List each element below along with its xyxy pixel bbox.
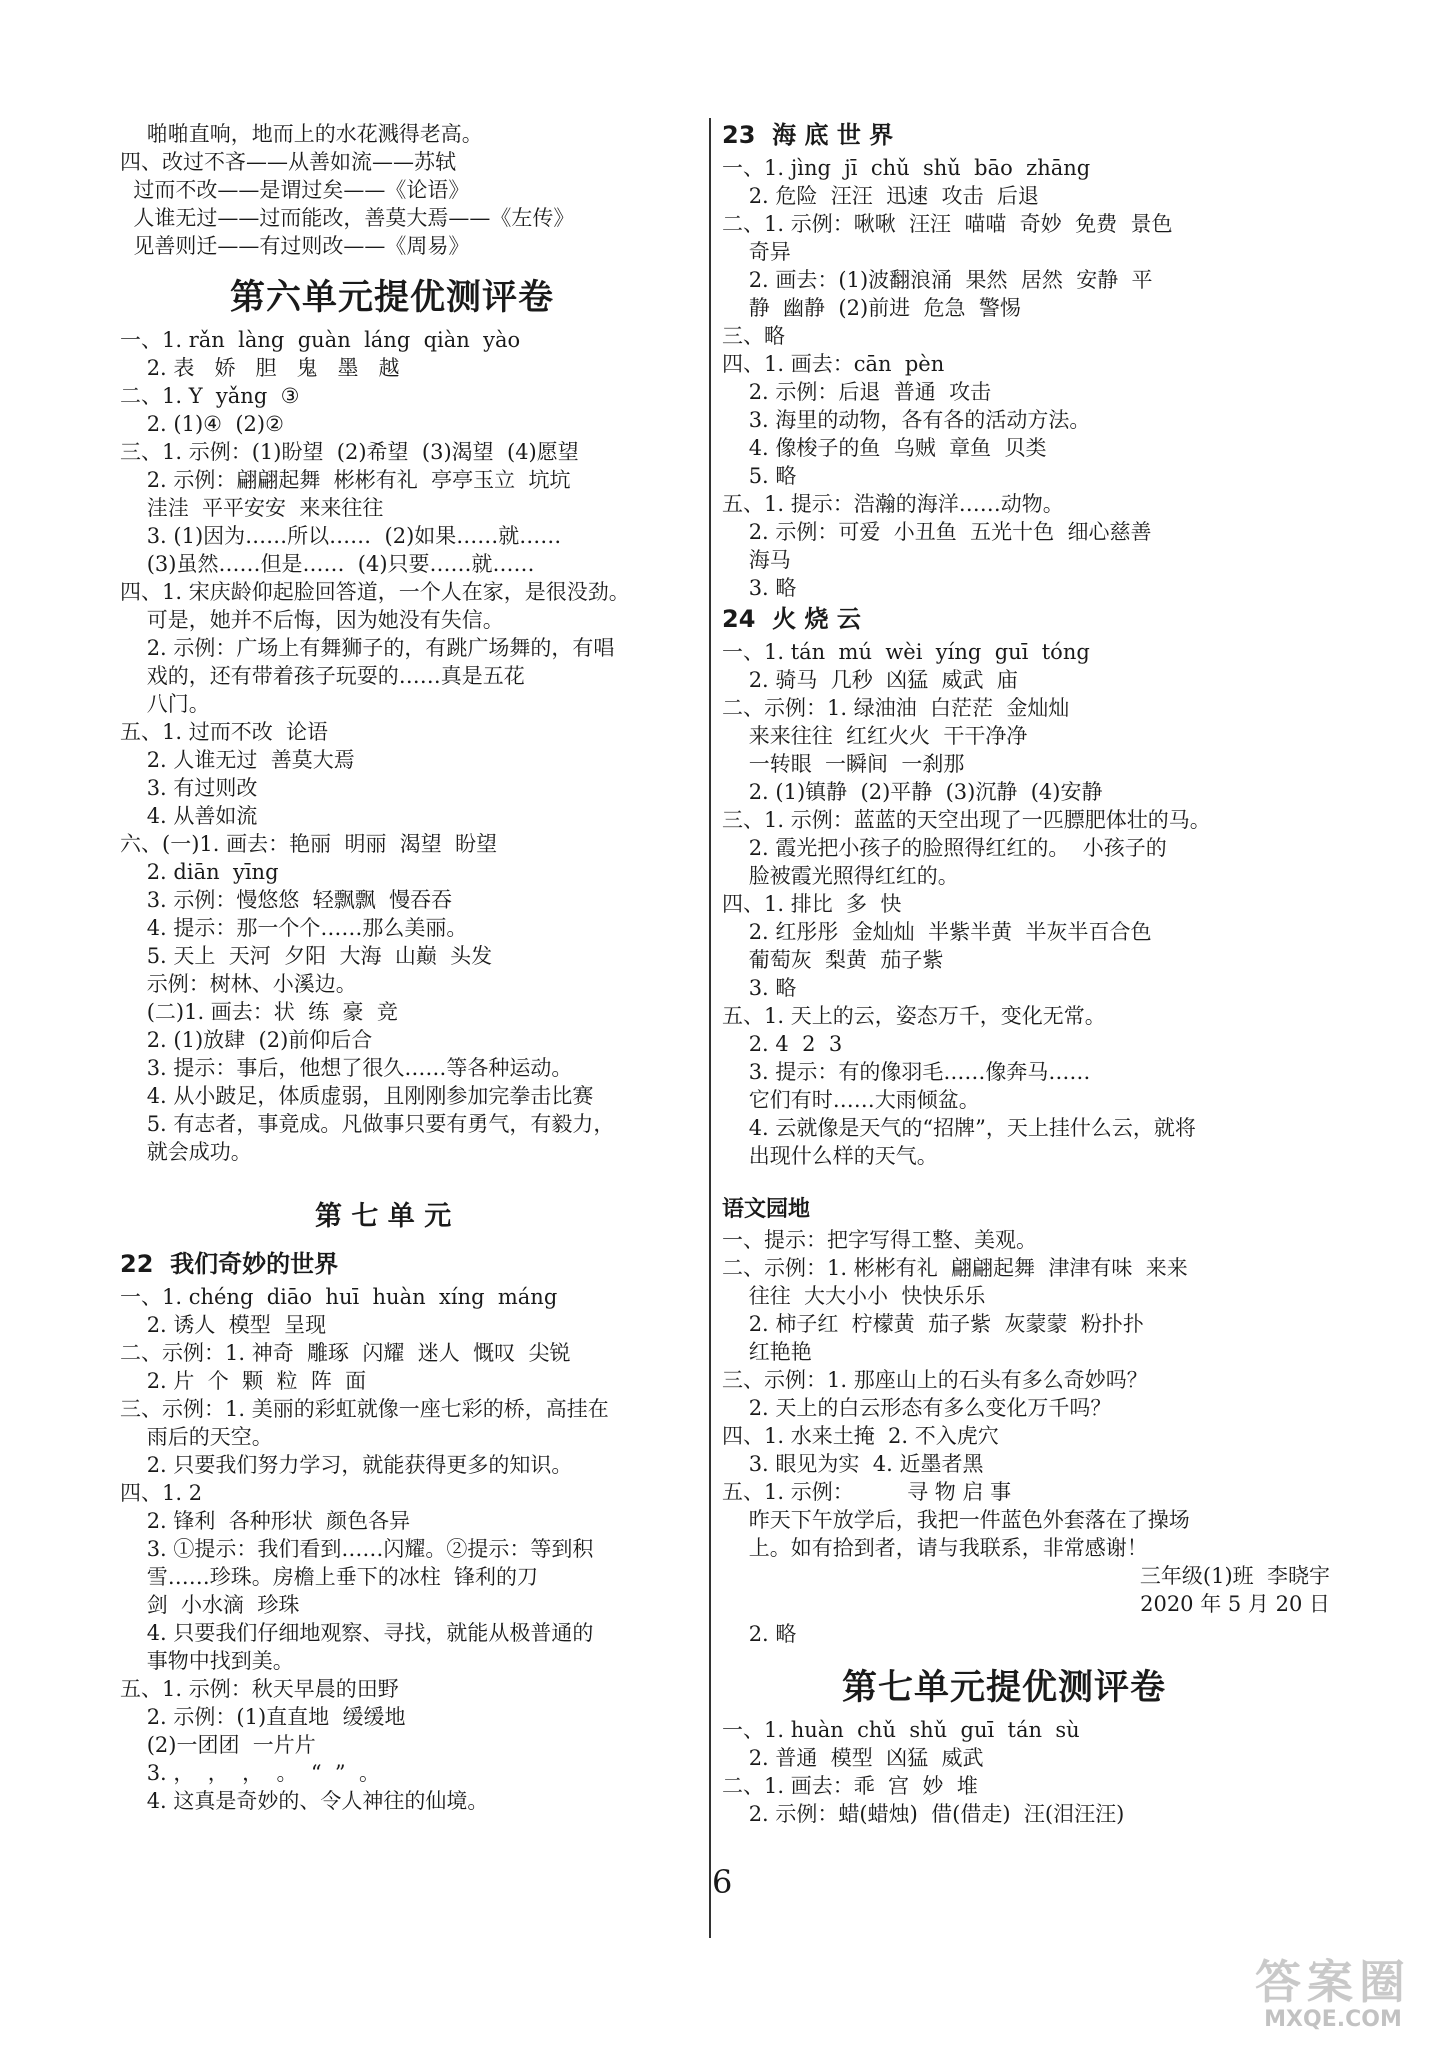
signature-class: 三年级(1)班 李晓宇 (1139, 1564, 1330, 1588)
text-line: 示例：树林、小溪边。 (120, 972, 357, 996)
text-line: 往往 大大小小 快快乐乐 (722, 1284, 986, 1308)
text-line: 2. 略 (722, 1622, 797, 1646)
text-line: 二、1. 画去：乖 宫 妙 堆 (722, 1774, 978, 1798)
text-line: 2. 画去：(1)波翻浪涌 果然 居然 安静 平 (722, 268, 1153, 292)
section-heading: 语文园地 (722, 1197, 811, 1222)
text-line: 3. 眼见为实 4. 近墨者黑 (722, 1452, 984, 1476)
text-line: 四、1. 排比 多 快 (722, 892, 902, 916)
text-line: 4. 像梭子的鱼 乌贼 章鱼 贝类 (722, 436, 1047, 460)
text-line: 4. 从小跛足，体质虚弱，且刚刚参加完拳击比赛 (120, 1084, 594, 1108)
watermark-text: 答案圈 (1255, 1955, 1411, 2009)
text-line: 雪……珍珠。房檐上垂下的冰柱 锋利的刀 (120, 1565, 539, 1589)
text-line: 5. 略 (722, 464, 797, 488)
text-line: 来来往往 红红火火 干干净净 (722, 724, 1028, 748)
text-line: 八门。 (120, 692, 210, 716)
text-line: 一、1. rǎn làng guàn láng qiàn yào (120, 328, 521, 352)
column-divider (709, 118, 711, 1938)
text-line: 3. 略 (722, 976, 797, 1000)
page-number: 6 (712, 1863, 733, 1901)
text-line: 5. 有志者，事竟成。凡做事只要有勇气，有毅力， (120, 1112, 615, 1136)
text-line: 2. 只要我们努力学习，就能获得更多的知识。 (120, 1453, 573, 1477)
text-line: 3. ①提示：我们看到……闪耀。②提示：等到积 (120, 1537, 594, 1561)
text-line: 四、改过不吝——从善如流——苏轼 (120, 150, 456, 174)
text-line: 啪啪直响，地而上的水花溅得老高。 (120, 122, 483, 146)
text-line: 三、示例：1. 美丽的彩虹就像一座七彩的桥，高挂在 (120, 1397, 609, 1421)
text-line: 2. 示例：广场上有舞狮子的，有跳广场舞的，有唱 (120, 636, 615, 660)
text-line: 一、1. chéng diāo huī huàn xíng máng (120, 1285, 558, 1309)
text-line: 五、1. 过而不改 论语 (120, 720, 329, 744)
text-line: 2. 示例：蜡(蜡烛) 借(借走) 汪(泪汪汪) (722, 1802, 1125, 1826)
text-line: 五、1. 示例： 寻 物 启 事 (722, 1480, 1012, 1504)
text-line: 3. 提示：有的像羽毛……像奔马…… (722, 1060, 1091, 1084)
text-line: 它们有时……大雨倾盆。 (722, 1088, 980, 1112)
text-line: 2. 骑马 几秒 凶猛 威武 庙 (722, 668, 1018, 692)
text-line: 五、1. 示例：秋天早晨的田野 (120, 1677, 399, 1701)
text-line: 一、提示：把字写得工整、美观。 (722, 1228, 1037, 1252)
text-line: 4. 提示：那一个个……那么美丽。 (120, 916, 468, 940)
text-line: 见善则迁——有过则改——《周易》 (120, 234, 470, 258)
text-line: 四、1. 水来土掩 2. 不入虎穴 (722, 1424, 999, 1448)
text-line: 4. 只要我们仔细地观察、寻找，就能从极普通的 (120, 1621, 594, 1645)
section-title: 第七单元提优测评卷 (842, 1668, 1167, 1708)
text-line: 2. (1)放肆 (2)前仰后合 (120, 1028, 373, 1052)
lesson-title: 23 海 底 世 界 (722, 121, 894, 149)
signature-date: 2020 年 5 月 20 日 (1140, 1592, 1330, 1616)
section-title: 第六单元提优测评卷 (230, 278, 555, 318)
lesson-title: 24 火 烧 云 (722, 605, 861, 633)
text-line: 静 幽静 (2)前进 危急 警惕 (722, 296, 1021, 320)
text-line: 2. 表 娇 胆 鬼 墨 越 (120, 356, 400, 380)
text-line: 三、1. 示例：(1)盼望 (2)希望 (3)渴望 (4)愿望 (120, 440, 579, 464)
text-line: 五、1. 提示：浩瀚的海洋……动物。 (722, 492, 1064, 516)
text-line: 事物中找到美。 (120, 1649, 294, 1673)
text-line: 二、1. 示例：啾啾 汪汪 喵喵 奇妙 免费 景色 (722, 212, 1173, 236)
text-line: 3. 有过则改 (120, 776, 258, 800)
text-line: 3. 略 (722, 576, 797, 600)
text-line: 2. 人谁无过 善莫大焉 (120, 748, 355, 772)
text-line: 2. (1)④ (2)② (120, 412, 284, 436)
text-line: 洼洼 平平安安 来来往往 (120, 496, 384, 520)
text-line: 2. 锋利 各种形状 颜色各异 (120, 1509, 411, 1533)
text-line: 2. (1)镇静 (2)平静 (3)沉静 (4)安静 (722, 780, 1103, 804)
text-line: 奇异 (722, 240, 791, 264)
text-line: 2. 天上的白云形态有多么变化万千吗？ (722, 1396, 1112, 1420)
text-line: 四、1. 画去：cān pèn (722, 352, 945, 376)
text-line: 一转眼 一瞬间 一刹那 (722, 752, 965, 776)
text-line: 一、1. tán mú wèi yíng guī tóng (722, 640, 1090, 664)
text-line: 可是，她并不后悔，因为她没有失信。 (120, 608, 504, 632)
text-line: 3. 提示：事后，他想了很久……等各种运动。 (120, 1056, 573, 1080)
text-line: 3. 海里的动物，各有各的活动方法。 (722, 408, 1091, 432)
text-line: 5. 天上 天河 夕阳 大海 山巅 头发 (120, 944, 493, 968)
text-line: 四、1. 宋庆龄仰起脸回答道，一个人在家，是很没劲。 (120, 580, 630, 604)
text-line: 海马 (722, 548, 791, 572)
text-line: 三、示例：1. 那座山上的石头有多么奇妙吗？ (722, 1368, 1148, 1392)
text-line: 雨后的天空。 (120, 1425, 273, 1449)
text-line: 2. diān yīng (120, 860, 279, 884)
text-line: 上。如有拾到者，请与我联系，非常感谢！ (722, 1536, 1148, 1560)
text-line: 2. 示例：可爱 小丑鱼 五光十色 细心慈善 (722, 520, 1152, 544)
text-line: 昨天下午放学后，我把一件蓝色外套落在了操场 (722, 1508, 1190, 1532)
text-line: 一、1. huàn chǔ shǔ guī tán sù (722, 1718, 1080, 1742)
text-line: 2. 危险 汪汪 迅速 攻击 后退 (722, 184, 1039, 208)
text-line: 出现什么样的天气。 (722, 1144, 938, 1168)
text-line: 2. 示例：翩翩起舞 彬彬有礼 亭亭玉立 坑坑 (120, 468, 571, 492)
text-line: 2. 红彤彤 金灿灿 半紫半黄 半灰半百合色 (722, 920, 1152, 944)
text-line: 五、1. 天上的云，姿态万千，变化无常。 (722, 1004, 1106, 1028)
text-line: 2. 霞光把小孩子的脸照得红红的。 小孩子的 (722, 836, 1167, 860)
text-line: 红艳艳 (722, 1340, 812, 1364)
text-line: 葡萄灰 梨黄 茄子紫 (722, 948, 944, 972)
text-line: 3. (1)因为……所以…… (2)如果……就…… (120, 524, 562, 548)
text-line: 2. 诱人 模型 呈现 (120, 1313, 327, 1337)
text-line: 就会成功。 (120, 1140, 252, 1164)
text-line: 3. 示例：慢悠悠 轻飘飘 慢吞吞 (120, 888, 453, 912)
text-line: 2. 示例：后退 普通 攻击 (722, 380, 992, 404)
watermark-url: MXQE.COM (1264, 2007, 1402, 2032)
lesson-title: 22 我们奇妙的世界 (120, 1250, 339, 1278)
watermark-logo (1228, 1956, 1438, 2034)
text-line: 六、(一)1. 画去：艳丽 明丽 渴望 盼望 (120, 832, 498, 856)
text-line: 二、示例：1. 神奇 雕琢 闪耀 迷人 慨叹 尖锐 (120, 1341, 571, 1365)
text-line: 4. 这真是奇妙的、令人神往的仙境。 (120, 1789, 489, 1813)
text-line: 4. 从善如流 (120, 804, 258, 828)
text-line: (2)一团团 一片片 (120, 1733, 316, 1757)
text-line: 人谁无过——过而能改，善莫大焉——《左传》 (120, 206, 575, 230)
text-line: 脸被霞光照得红红的。 (722, 864, 959, 888)
text-line: 剑 小水滴 珍珠 (120, 1593, 300, 1617)
text-line: 2. 片 个 颗 粒 阵 面 (120, 1369, 367, 1393)
text-line: 二、示例：1. 彬彬有礼 翩翩起舞 津津有味 来来 (722, 1256, 1188, 1280)
text-line: 4. 云就像是天气的“招牌”，天上挂什么云，就将 (722, 1116, 1196, 1140)
text-line: 三、1. 示例：蓝蓝的天空出现了一匹膘肥体壮的马。 (722, 808, 1211, 832)
text-line: 2. 示例：(1)直直地 缓缓地 (120, 1705, 406, 1729)
text-line: 戏的，还有带着孩子玩耍的……真是五花 (120, 664, 525, 688)
text-line: 三、略 (722, 324, 785, 348)
text-line: (二)1. 画去：状 练 豪 竞 (120, 1000, 398, 1024)
text-line: (3)虽然……但是…… (4)只要……就…… (120, 552, 535, 576)
text-line: 二、示例：1. 绿油油 白茫茫 金灿灿 (722, 696, 1070, 720)
unit-title: 第 七 单 元 (315, 1201, 452, 1232)
text-line: 四、1. 2 (120, 1481, 203, 1505)
text-line: 2. 普通 模型 凶猛 威武 (722, 1746, 984, 1770)
text-line: 过而不改——是谓过矣——《论语》 (120, 178, 470, 202)
text-line: 一、1. jìng jī chǔ shǔ bāo zhāng (722, 156, 1091, 180)
text-line: 2. 柿子红 柠檬黄 茄子紫 灰蒙蒙 粉扑扑 (722, 1312, 1144, 1336)
text-line: 2. 4 2 3 (722, 1032, 843, 1056)
text-line: 3. ， ， ， 。 “ ” 。 (120, 1761, 380, 1785)
text-line: 二、1. Y yǎng ③ (120, 384, 300, 408)
